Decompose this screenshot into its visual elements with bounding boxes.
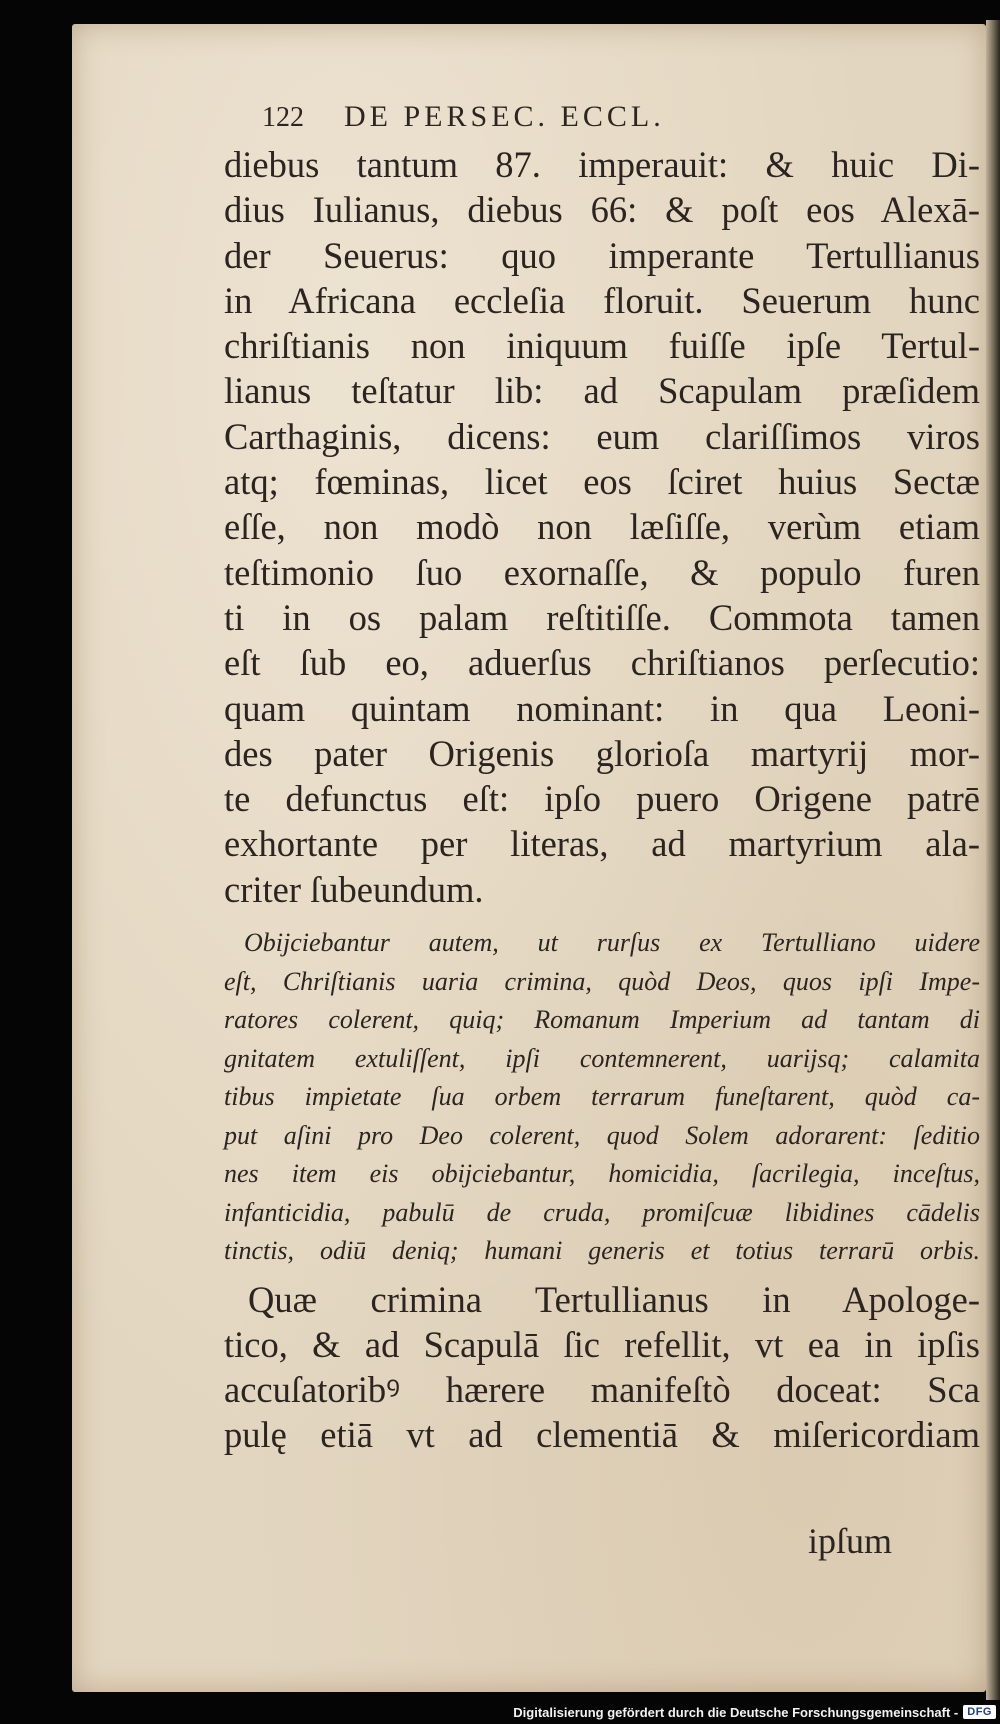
text-line: diebus tantum 87. imperauit: & huic Di-	[224, 144, 980, 185]
text-line: ti in os palam reſtitiſſe. Commota tamen	[224, 596, 980, 638]
text-line: te defunctus eſt: ipſo puero Origene patrē	[224, 778, 980, 820]
catchword: ipſum	[808, 1521, 893, 1561]
italic-line: gnitatem extuliſſent, ipſi contemnerent, uarijsq; calamita	[224, 1043, 980, 1073]
text-line: lianus teſtatur lib: ad Scapulam præſidem	[224, 370, 980, 412]
italic-line: eſt, Chriſtianis uaria crimina, quòd Deos, quos ipſi Impe-	[224, 966, 980, 996]
text-line: Quæ crimina Tertullianus in Apologe-	[248, 1278, 980, 1320]
text-line: atq; fœminas, licet eos ſciret huius Sectæ	[224, 461, 980, 503]
text-line: tico, & ad Scapulā ſic refellit, vt ea in ipſis	[224, 1323, 980, 1365]
text-line: accuſatoribꝰ hærere manifeſtò doceat: Sca	[224, 1369, 980, 1411]
italic-line: Obijciebantur autem, ut rurſus ex Tertulliano uidere	[244, 928, 980, 958]
text-line: eſſe, non modò non læſiſſe, verùm etiam	[224, 506, 980, 548]
text-line: Carthaginis, dicens: eum clariſſimos viros	[224, 415, 980, 457]
text-line: in Africana eccleſia floruit. Seuerum hunc	[224, 279, 980, 321]
running-head	[262, 100, 902, 144]
digitization-footer	[0, 1700, 1000, 1724]
roman-paragraph-2	[224, 1277, 980, 1458]
text-line: des pater Origenis glorioſa martyrij mor-	[224, 732, 980, 774]
running-head-title: DE PERSEC. ECCL.	[344, 100, 665, 133]
text-line: exhortante per literas, ad martyrium ala-	[224, 823, 980, 865]
text-line: quam quintam nominant: in qua Leoni-	[224, 687, 980, 729]
main-text	[224, 142, 980, 1458]
italic-line: infanticidia, pabulū de cruda, promiſcuæ libidines cādelis	[224, 1197, 980, 1227]
text-line: criter ſubeundum.	[224, 868, 484, 910]
page-number: 122	[262, 102, 304, 133]
italic-line: nes item eis obijciebantur, homicidia, ſacrilegia, inceſtus,	[224, 1159, 980, 1189]
text-line: chriſtianis non iniquum fuiſſe ipſe Tertul-	[224, 325, 980, 367]
italic-line: ratores colerent, quiq; Romanum Imperium ad tantam di	[224, 1005, 980, 1035]
footer-credit: Digitalisierung gefördert durch die Deutsche Forschungsgemeinschaft -	[513, 1704, 959, 1720]
text-line: pulę etiā vt ad clementiā & miſericordiam	[224, 1414, 980, 1456]
italic-line: tibus impietate ſua orbem terrarum funeſtarent, quòd ca-	[224, 1082, 980, 1112]
italic-line: put aſini pro Deo colerent, quod Solem adorarent: ſeditio	[224, 1120, 980, 1150]
roman-paragraph-1	[224, 142, 980, 912]
book-edge	[986, 20, 1000, 1700]
italic-commentary	[224, 924, 980, 1271]
italic-line: tinctis, odiū deniq; humani generis et totius terrarū orbis.	[224, 1236, 980, 1266]
text-line: der Seuerus: quo imperante Tertullianus	[224, 234, 980, 276]
dfg-logo: DFG	[963, 1705, 996, 1719]
text-line: teſtimonio ſuo exornaſſe, & populo furen	[224, 551, 980, 593]
text-line: eſt ſub eo, aduerſus chriſtianos perſecutio:	[224, 642, 980, 684]
text-line: dius Iulianus, diebus 66: & poſt eos Alexā-	[224, 189, 980, 231]
